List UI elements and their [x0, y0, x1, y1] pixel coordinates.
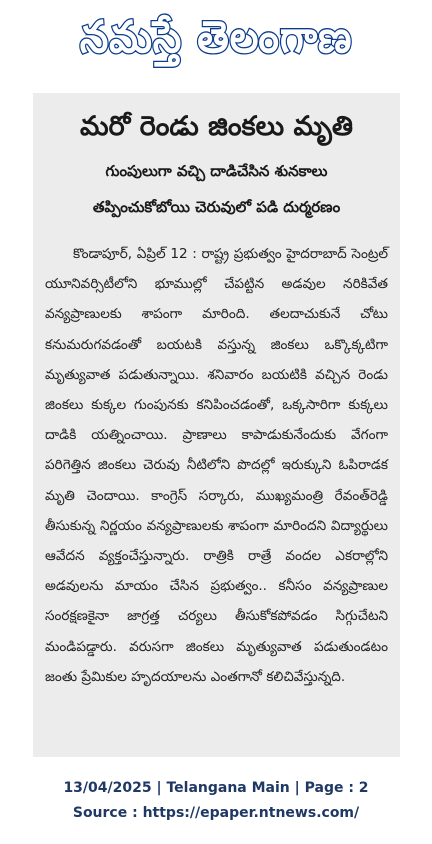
source-link[interactable]: Source : https://epaper.ntnews.com/	[72, 805, 360, 821]
article-subheadline: గుంపులుగా వచ్చి దాడిచేసిన శునకాలు	[105, 162, 328, 180]
article-body: కొండాపూర్, ఏప్రిల్ 12 : రాష్ట్ర ప్రభుత్వం హైదరాబాద్ సెంట్రల్ యూనివర్సిటీలోని భూముల్లో చేపట్టిన అడవుల నరికివేత వన్యప్రాణులకు శాపంగా మారింది. తలదాచుకునే చోటు కనుమరుగవడంతో బయటకి వస్తున్న జింకలు ఒక్కొక్కటిగా మృత్యువాత పడుతున్నాయి. శనివారం బయటికి వచ్చిన రెండు జింకలు కుక్కల గుంపునకు కనిపించడంతో, ఒక్కసారిగా కుక్కలు దాడికి యత్నించాయి. ప్రాణాలు కాపాడుకునేందుకు వేగంగా పరిగెత్తిన జింకలు చెరువు నీటిలోని పొదల్లో ఇరుక్కుని ఓపిరాడక మృతి చెందాయి. కాంగ్రెస్ సర్కారు, ముఖ్యమంత్రి రేవంత్‌రెడ్డి తీసుకున్న నిర్ణయం వన్యప్రాణులకు శాపంగా మారిందని విద్యార్థులు ఆవేదన వ్యక్తంచేస్తున్నారు. రాత్రికి రాత్రే వందల ఎకరాల్లోని అడవులను మాయం చేసిన ప్రభుత్వం.. కనీసం వన్యప్రాణుల సంరక్షణకైనా జాగ్రత్త చర్యలు తీసుకోకపోవడం సిగ్గుచేటని మండిపడ్డారు. వరుసగా జింకలు మృత్యువాత పడుతుండటం జంతు ప్రేమికుల హృదయాలను ఎంతగానో కలిచివేస్తున్నది.	[45, 246, 388, 685]
newspaper-masthead	[14, 8, 418, 78]
publication-info: 13/04/2025 | Telangana Main | Page : 2	[63, 780, 369, 796]
article-headline: మరో రెండు జింకలు మృతి	[80, 111, 353, 142]
article-clipping	[33, 93, 400, 757]
article-subheadline-second: తప్పించుకోబోయి చెరువులో పడి దుర్మరణం	[92, 198, 341, 216]
masthead-title: నమస్తే తెలంగాణ	[79, 12, 353, 63]
